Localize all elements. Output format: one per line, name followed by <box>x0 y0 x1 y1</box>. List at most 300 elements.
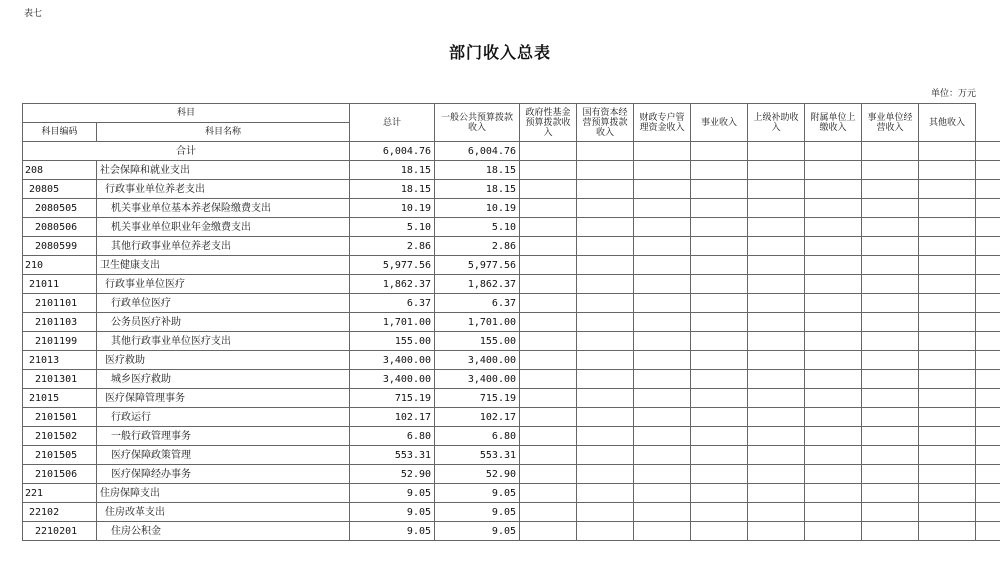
empty-cell <box>634 218 691 237</box>
empty-cell <box>862 180 919 199</box>
row-code: 2101199 <box>23 332 97 351</box>
empty-cell <box>691 503 748 522</box>
empty-cell <box>748 408 805 427</box>
table-number-label: 表七 <box>24 9 43 19</box>
empty-cell <box>976 294 1000 313</box>
empty-cell <box>691 465 748 484</box>
income-summary-table <box>22 103 1000 541</box>
empty-cell <box>748 427 805 446</box>
empty-cell <box>862 408 919 427</box>
empty-cell <box>691 522 748 541</box>
empty-cell <box>634 275 691 294</box>
empty-cell <box>577 218 634 237</box>
empty-cell <box>577 465 634 484</box>
row-total: 52.90 <box>350 465 435 484</box>
empty-cell <box>577 237 634 256</box>
empty-cell <box>520 408 577 427</box>
empty-cell <box>577 389 634 408</box>
empty-cell <box>976 484 1000 503</box>
table-row <box>23 199 1000 218</box>
empty-cell <box>862 237 919 256</box>
table-row <box>23 161 1000 180</box>
empty-cell <box>691 408 748 427</box>
empty-cell <box>919 256 976 275</box>
row-code: 2101501 <box>23 408 97 427</box>
empty-cell <box>577 408 634 427</box>
empty-cell <box>748 446 805 465</box>
empty-cell <box>805 408 862 427</box>
empty-cell <box>862 351 919 370</box>
header-total: 总计 <box>350 104 435 142</box>
empty-cell <box>748 237 805 256</box>
row-general: 5.10 <box>435 218 520 237</box>
empty-cell <box>577 503 634 522</box>
row-code: 2101506 <box>23 465 97 484</box>
row-name: 医疗保障管理事务 <box>97 389 350 408</box>
empty-cell <box>976 161 1000 180</box>
header-superior-subsidy: 上级补助收入 <box>748 104 805 142</box>
row-code: 2080505 <box>23 199 97 218</box>
empty-cell <box>634 370 691 389</box>
row-total: 3,400.00 <box>350 351 435 370</box>
empty-cell <box>862 446 919 465</box>
empty-cell <box>805 370 862 389</box>
table-row <box>23 503 1000 522</box>
row-name: 其他行政事业单位养老支出 <box>97 237 350 256</box>
row-name: 医疗保障经办事务 <box>97 465 350 484</box>
row-general: 52.90 <box>435 465 520 484</box>
empty-cell <box>577 351 634 370</box>
empty-cell <box>919 351 976 370</box>
empty-cell <box>919 313 976 332</box>
table-row <box>23 237 1000 256</box>
empty-cell <box>520 275 577 294</box>
empty-cell <box>691 332 748 351</box>
row-code: 21015 <box>23 389 97 408</box>
row-code: 21011 <box>23 275 97 294</box>
empty-cell <box>691 218 748 237</box>
empty-cell <box>634 142 691 161</box>
row-code: 2101301 <box>23 370 97 389</box>
empty-cell <box>919 503 976 522</box>
unit-label: 单位：万元 <box>930 89 976 99</box>
row-general: 3,400.00 <box>435 370 520 389</box>
empty-cell <box>634 408 691 427</box>
row-code: 2210201 <box>23 522 97 541</box>
row-total: 18.15 <box>350 161 435 180</box>
empty-cell <box>976 370 1000 389</box>
row-name: 住房公积金 <box>97 522 350 541</box>
empty-cell <box>805 484 862 503</box>
empty-cell <box>520 446 577 465</box>
empty-cell <box>862 389 919 408</box>
row-code: 2101101 <box>23 294 97 313</box>
row-code: 2101502 <box>23 427 97 446</box>
empty-cell <box>634 351 691 370</box>
empty-cell <box>634 180 691 199</box>
empty-cell <box>976 142 1000 161</box>
empty-cell <box>691 294 748 313</box>
empty-cell <box>520 142 577 161</box>
empty-cell <box>976 522 1000 541</box>
row-name: 行政事业单位养老支出 <box>97 180 350 199</box>
row-general: 1,862.37 <box>435 275 520 294</box>
empty-cell <box>520 427 577 446</box>
empty-cell <box>919 142 976 161</box>
row-name: 城乡医疗救助 <box>97 370 350 389</box>
header-affiliate-payment: 附属单位上缴收入 <box>805 104 862 142</box>
empty-cell <box>976 180 1000 199</box>
row-code: 21013 <box>23 351 97 370</box>
empty-cell <box>748 503 805 522</box>
empty-cell <box>520 161 577 180</box>
page-title: 部门收入总表 <box>448 43 551 62</box>
row-general: 6.80 <box>435 427 520 446</box>
empty-cell <box>919 332 976 351</box>
empty-cell <box>634 161 691 180</box>
empty-cell <box>520 332 577 351</box>
row-name: 机关事业单位基本养老保险缴费支出 <box>97 199 350 218</box>
empty-cell <box>805 351 862 370</box>
empty-cell <box>805 446 862 465</box>
table-row <box>23 275 1000 294</box>
row-total: 9.05 <box>350 503 435 522</box>
empty-cell <box>520 484 577 503</box>
table-row <box>23 465 1000 484</box>
empty-cell <box>748 484 805 503</box>
table-row <box>23 427 1000 446</box>
empty-cell <box>691 370 748 389</box>
empty-cell <box>520 237 577 256</box>
empty-cell <box>748 142 805 161</box>
row-name: 住房保障支出 <box>97 484 350 503</box>
row-name: 机关事业单位职业年金缴费支出 <box>97 218 350 237</box>
row-total: 6.80 <box>350 427 435 446</box>
table-row <box>23 408 1000 427</box>
header-state-capital: 国有资本经营预算拨款收入 <box>577 104 634 142</box>
empty-cell <box>805 218 862 237</box>
total-amount: 6,004.76 <box>350 142 435 161</box>
empty-cell <box>577 256 634 275</box>
empty-cell <box>748 370 805 389</box>
empty-cell <box>520 465 577 484</box>
row-general: 9.05 <box>435 484 520 503</box>
empty-cell <box>976 256 1000 275</box>
empty-cell <box>862 161 919 180</box>
empty-cell <box>805 294 862 313</box>
empty-cell <box>805 522 862 541</box>
empty-cell <box>634 332 691 351</box>
empty-cell <box>862 275 919 294</box>
empty-cell <box>748 389 805 408</box>
row-general: 18.15 <box>435 180 520 199</box>
empty-cell <box>691 142 748 161</box>
empty-cell <box>748 161 805 180</box>
empty-cell <box>976 199 1000 218</box>
table-row <box>23 332 1000 351</box>
row-code: 2080599 <box>23 237 97 256</box>
header-business: 事业收入 <box>691 104 748 142</box>
empty-cell <box>862 332 919 351</box>
total-general-amount: 6,004.76 <box>435 142 520 161</box>
empty-cell <box>862 484 919 503</box>
empty-cell <box>748 180 805 199</box>
row-code: 221 <box>23 484 97 503</box>
row-total: 1,862.37 <box>350 275 435 294</box>
empty-cell <box>634 465 691 484</box>
table-row <box>23 256 1000 275</box>
table-row <box>23 313 1000 332</box>
empty-cell <box>976 389 1000 408</box>
row-general: 10.19 <box>435 199 520 218</box>
empty-cell <box>634 484 691 503</box>
empty-cell <box>520 218 577 237</box>
empty-cell <box>577 484 634 503</box>
empty-cell <box>577 180 634 199</box>
empty-cell <box>748 199 805 218</box>
empty-cell <box>976 218 1000 237</box>
empty-cell <box>976 313 1000 332</box>
empty-cell <box>520 294 577 313</box>
table-row <box>23 218 1000 237</box>
empty-cell <box>577 332 634 351</box>
row-name: 行政运行 <box>97 408 350 427</box>
row-general: 9.05 <box>435 503 520 522</box>
empty-cell <box>919 408 976 427</box>
row-general: 2.86 <box>435 237 520 256</box>
header-special-account: 财政专户管理资金收入 <box>634 104 691 142</box>
empty-cell <box>691 351 748 370</box>
empty-cell <box>691 275 748 294</box>
row-code: 208 <box>23 161 97 180</box>
empty-cell <box>634 389 691 408</box>
empty-cell <box>919 199 976 218</box>
empty-cell <box>577 370 634 389</box>
row-total: 715.19 <box>350 389 435 408</box>
empty-cell <box>805 313 862 332</box>
empty-cell <box>577 294 634 313</box>
empty-cell <box>976 351 1000 370</box>
empty-cell <box>691 427 748 446</box>
table-row <box>23 389 1000 408</box>
empty-cell <box>520 370 577 389</box>
empty-cell <box>577 275 634 294</box>
row-code: 210 <box>23 256 97 275</box>
empty-cell <box>976 446 1000 465</box>
empty-cell <box>862 199 919 218</box>
empty-cell <box>577 313 634 332</box>
empty-cell <box>805 256 862 275</box>
row-general: 102.17 <box>435 408 520 427</box>
empty-cell <box>634 199 691 218</box>
empty-cell <box>691 389 748 408</box>
row-code: 2101505 <box>23 446 97 465</box>
empty-cell <box>976 465 1000 484</box>
row-total: 3,400.00 <box>350 370 435 389</box>
empty-cell <box>862 218 919 237</box>
row-general: 5,977.56 <box>435 256 520 275</box>
empty-cell <box>805 199 862 218</box>
empty-cell <box>919 465 976 484</box>
empty-cell <box>520 256 577 275</box>
empty-cell <box>976 408 1000 427</box>
row-general: 18.15 <box>435 161 520 180</box>
header-operating: 事业单位经营收入 <box>862 104 919 142</box>
row-code: 22102 <box>23 503 97 522</box>
empty-cell <box>748 218 805 237</box>
header-code: 科目编码 <box>23 123 97 142</box>
empty-cell <box>634 313 691 332</box>
empty-cell <box>748 313 805 332</box>
empty-cell <box>748 275 805 294</box>
empty-cell <box>976 332 1000 351</box>
empty-cell <box>862 427 919 446</box>
row-general: 155.00 <box>435 332 520 351</box>
empty-cell <box>919 370 976 389</box>
empty-cell <box>805 180 862 199</box>
empty-cell <box>919 446 976 465</box>
table-row <box>23 370 1000 389</box>
empty-cell <box>919 427 976 446</box>
empty-cell <box>805 142 862 161</box>
empty-cell <box>691 199 748 218</box>
empty-cell <box>748 332 805 351</box>
empty-cell <box>691 237 748 256</box>
total-row <box>23 142 1000 161</box>
empty-cell <box>805 332 862 351</box>
empty-cell <box>805 275 862 294</box>
empty-cell <box>691 256 748 275</box>
row-name: 医疗救助 <box>97 351 350 370</box>
empty-cell <box>748 351 805 370</box>
empty-cell <box>919 180 976 199</box>
row-name: 其他行政事业单位医疗支出 <box>97 332 350 351</box>
empty-cell <box>919 522 976 541</box>
empty-cell <box>862 370 919 389</box>
row-total: 10.19 <box>350 199 435 218</box>
row-name: 卫生健康支出 <box>97 256 350 275</box>
row-total: 9.05 <box>350 522 435 541</box>
empty-cell <box>577 199 634 218</box>
table-row <box>23 522 1000 541</box>
row-general: 3,400.00 <box>435 351 520 370</box>
row-total: 2.86 <box>350 237 435 256</box>
header-gov-fund: 政府性基金预算拨款收入 <box>520 104 577 142</box>
row-name: 行政单位医疗 <box>97 294 350 313</box>
row-total: 553.31 <box>350 446 435 465</box>
table-row <box>23 446 1000 465</box>
row-name: 社会保障和就业支出 <box>97 161 350 180</box>
empty-cell <box>862 256 919 275</box>
empty-cell <box>520 503 577 522</box>
row-code: 2101103 <box>23 313 97 332</box>
header-name: 科目名称 <box>97 123 350 142</box>
table-row <box>23 351 1000 370</box>
empty-cell <box>520 313 577 332</box>
row-total: 9.05 <box>350 484 435 503</box>
header-general-budget: 一般公共预算拨款收入 <box>435 104 520 142</box>
empty-cell <box>691 484 748 503</box>
header-subject: 科目 <box>23 104 350 123</box>
empty-cell <box>634 522 691 541</box>
empty-cell <box>862 313 919 332</box>
row-name: 一般行政管理事务 <box>97 427 350 446</box>
empty-cell <box>577 427 634 446</box>
empty-cell <box>691 313 748 332</box>
empty-cell <box>805 465 862 484</box>
row-general: 9.05 <box>435 522 520 541</box>
empty-cell <box>805 427 862 446</box>
empty-cell <box>919 161 976 180</box>
empty-cell <box>805 503 862 522</box>
row-name: 医疗保障政策管理 <box>97 446 350 465</box>
empty-cell <box>691 161 748 180</box>
empty-cell <box>748 465 805 484</box>
row-total: 5,977.56 <box>350 256 435 275</box>
header-other: 其他收入 <box>919 104 976 142</box>
table-row <box>23 180 1000 199</box>
row-total: 102.17 <box>350 408 435 427</box>
empty-cell <box>577 142 634 161</box>
empty-cell <box>919 237 976 256</box>
table-row <box>23 484 1000 503</box>
empty-cell <box>919 218 976 237</box>
empty-cell <box>919 389 976 408</box>
empty-cell <box>862 142 919 161</box>
empty-cell <box>634 503 691 522</box>
row-name: 行政事业单位医疗 <box>97 275 350 294</box>
row-general: 6.37 <box>435 294 520 313</box>
row-total: 6.37 <box>350 294 435 313</box>
row-name: 住房改革支出 <box>97 503 350 522</box>
empty-cell <box>634 427 691 446</box>
empty-cell <box>919 275 976 294</box>
empty-cell <box>862 294 919 313</box>
row-total: 1,701.00 <box>350 313 435 332</box>
empty-cell <box>748 256 805 275</box>
empty-cell <box>520 351 577 370</box>
empty-cell <box>634 237 691 256</box>
empty-cell <box>919 484 976 503</box>
row-total: 18.15 <box>350 180 435 199</box>
empty-cell <box>862 465 919 484</box>
empty-cell <box>520 180 577 199</box>
row-total: 5.10 <box>350 218 435 237</box>
empty-cell <box>862 522 919 541</box>
empty-cell <box>691 180 748 199</box>
empty-cell <box>634 446 691 465</box>
empty-cell <box>520 522 577 541</box>
empty-cell <box>634 256 691 275</box>
row-code: 20805 <box>23 180 97 199</box>
total-label: 合计 <box>23 142 350 161</box>
empty-cell <box>976 427 1000 446</box>
empty-cell <box>691 446 748 465</box>
empty-cell <box>577 522 634 541</box>
empty-cell <box>577 161 634 180</box>
empty-cell <box>805 161 862 180</box>
empty-cell <box>976 275 1000 294</box>
row-general: 1,701.00 <box>435 313 520 332</box>
row-name: 公务员医疗补助 <box>97 313 350 332</box>
empty-cell <box>805 237 862 256</box>
row-total: 155.00 <box>350 332 435 351</box>
empty-cell <box>976 237 1000 256</box>
empty-cell <box>520 389 577 408</box>
empty-cell <box>862 503 919 522</box>
empty-cell <box>919 294 976 313</box>
row-general: 715.19 <box>435 389 520 408</box>
